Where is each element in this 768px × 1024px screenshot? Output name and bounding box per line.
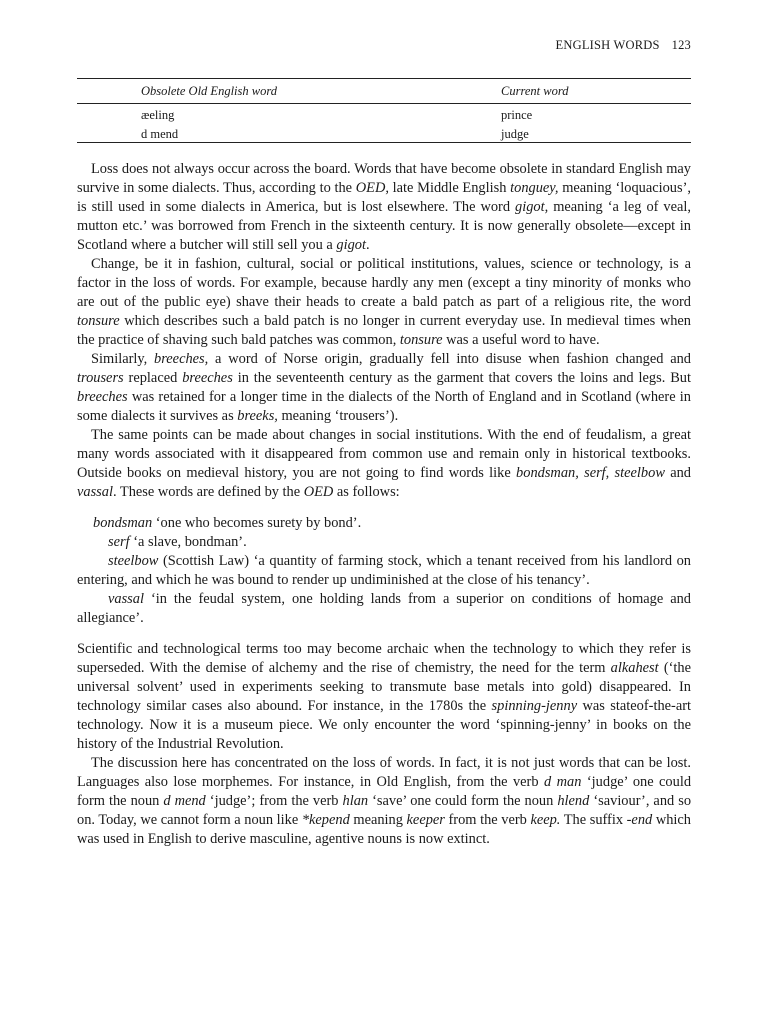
header-title: ENGLISH WORDS [555, 38, 660, 52]
table-cell: æeling [141, 108, 175, 122]
paragraph: Change, be it in fashion, cultural, social or political institutions, values, science or technology, is a factor in the loss of words. For example, because hardly any men (except a tiny minority of monks who are out of the public eye) shave their heads to create a bald patch as part of a religious rite, the word tonsure which describes such a bald patch is no longer in current everyday use. In medieval times when the practice of shaving such bald patches was common, tonsure was a useful word to have. [77, 256, 691, 348]
definition-entry: bondsman ‘one who becomes surety by bond’. [93, 515, 362, 531]
paragraph: Similarly, breeches, a word of Norse origin, gradually fell into disuse when fashion changed and trousers replaced breeches in the seventeenth century as the garment that covers the loins and legs. But breeches was retained for a longer time in the dialects of the North of England and in Scotland (where in some dialects it survives as breeks, meaning ‘trousers’). [77, 351, 692, 424]
table-header-row [77, 79, 691, 103]
definition-entry: serf ‘a slave, bondman’. [108, 534, 247, 550]
table-bottom-rule [77, 142, 691, 143]
table-cell: judge [501, 127, 529, 141]
table-cell: prince [501, 108, 533, 122]
running-header [556, 38, 691, 53]
word-table [77, 78, 691, 143]
definition-entry: steelbow (Scottish Law) ‘a quantity of farming stock, which a tenant received from his landlord on entering, and which he was bound to render up undiminished at the close of his tenancy’. [77, 553, 691, 588]
page-number: 123 [671, 38, 691, 52]
paragraph: The same points can be made about changes in social institutions. With the end of feudalism, a great many words associated with it disappeared from common use and remain only in historical textbooks. Outside books on medieval history, you are not going to find words like bondsman, serf, steelbow and vassal. These words are defined by the OED as follows: [77, 427, 691, 500]
definition-entry: vassal ‘in the feudal system, one holding lands from a superior on conditions of homage and allegiance’. [77, 591, 691, 626]
table-row [77, 123, 691, 142]
body-text [77, 160, 691, 849]
column-header-obsolete: Obsolete Old English word [141, 84, 277, 98]
paragraph: The discussion here has concentrated on the loss of words. In fact, it is not just words that can be lost. Languages also lose morphemes. For instance, in Old English, from the verb d man ‘judge’ one could form the noun d mend ‘judge’; from the verb hlan ‘save’ one could form the noun hlend ‘saviour’, and so on. Today, we cannot form a noun like *kepend meaning keeper from the verb keep. The suffix -end which was used in English to derive masculine, agentive nouns is now extinct. [77, 755, 692, 847]
table-cell: d mend [141, 127, 179, 141]
column-header-current: Current word [501, 84, 569, 98]
paragraph: Scientific and technological terms too may become archaic when the technology to which they refer is superseded. With the demise of alchemy and the rise of chemistry, the need for the term alkahest (‘the universal solvent’ used in experiments seeking to transmute base metals into gold) disappeared. In technology similar cases also abound. For instance, in the 1780s the spinning-jenny was stateof-the-art technology. Now it is a museum piece. We only encounter the word ‘spinning-jenny’ in books on the history of the Industrial Revolution. [77, 641, 692, 752]
table-row [77, 104, 691, 123]
paragraph: Loss does not always occur across the board. Words that have become obsolete in standard English may survive in some dialects. Thus, according to the OED, late Middle English tonguey, meaning ‘loquacious’, is still used in some dialects in America, but is lost elsewhere. The word gigot, meaning ‘a leg of veal, mutton etc.’ was borrowed from French in the sixteenth century. It is now generally obsolete—except in Scotland where a butcher will still sell you a gigot. [77, 161, 691, 253]
definition-block [77, 514, 691, 628]
